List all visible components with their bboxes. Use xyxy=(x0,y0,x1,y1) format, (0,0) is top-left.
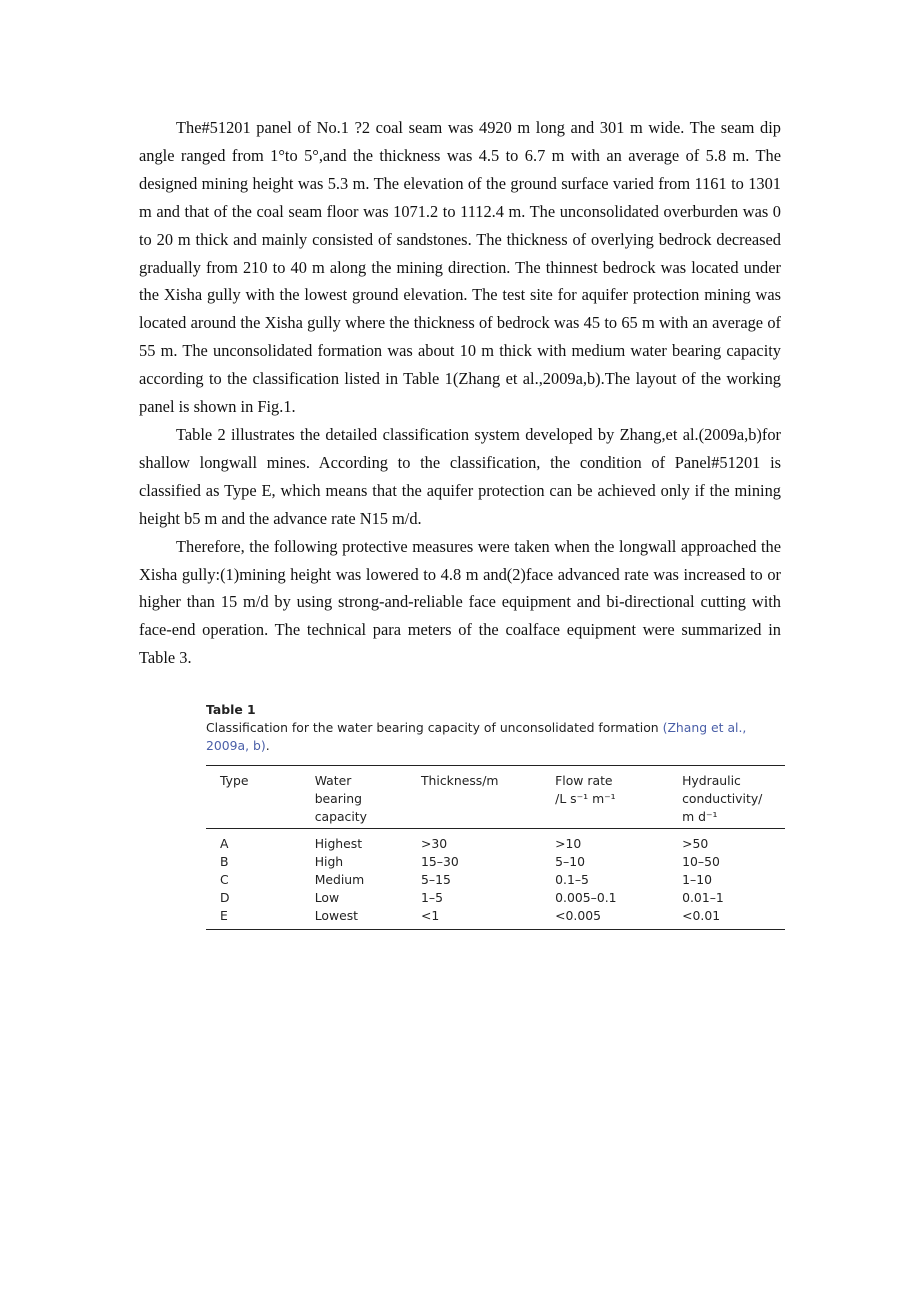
cell-capacity: Medium xyxy=(314,872,365,887)
cell-flow-rate: >10 xyxy=(555,836,582,851)
table-row xyxy=(206,853,785,871)
header-thickness: Thickness/m xyxy=(420,773,499,788)
cell-type: B xyxy=(220,854,229,869)
table-header-row xyxy=(206,766,785,829)
paragraph-1: The#51201 panel of No.1 ?2 coal seam was 4920 m long and 301 m wide. The seam dip angle ranged from 1°to 5°,and the thickness was 4.5 to 6.7 m with an average of 5.8 m. The designed mining height was 5.3 m. The elevation of the ground surface varied from 1161 to 1301 m and that of the coal seam floor was 1071.2 to 1112.4 m. The unconsolidated overburden was 0 to 20 m thick and mainly consisted of sandstones. The thickness of overlying bedrock decreased gradually from 210 to 40 m along the mining direction. The thinnest bedrock was located under the Xisha gully with the lowest ground elevation. The test site for aquifer protection mining was located around the Xisha gully where the thickness of bedrock was 45 to 65 m with an average of 55 m. The unconsolidated formation was about 10 m thick with medium water bearing capacity according to the classification listed in Table 1(Zhang et al.,2009a,b).The layout of the working panel is shown in Fig.1. xyxy=(139,118,781,417)
cell-thickness: <1 xyxy=(420,908,440,923)
cell-thickness: 1–5 xyxy=(420,890,443,905)
cell-capacity: Low xyxy=(314,890,340,905)
cell-conductivity: 0.01–1 xyxy=(682,890,724,905)
cell-conductivity: 10–50 xyxy=(682,854,720,869)
cell-type: C xyxy=(220,872,229,887)
cell-flow-rate: 0.005–0.1 xyxy=(555,890,617,905)
cell-flow-rate: <0.005 xyxy=(555,908,602,923)
table-caption xyxy=(206,719,785,755)
cell-type: A xyxy=(220,836,229,851)
cell-capacity: High xyxy=(314,854,344,869)
table-row xyxy=(206,907,785,930)
table-row xyxy=(206,889,785,907)
header-hydraulic-conductivity: Hydraulic conductivity/ m d⁻¹ xyxy=(682,773,763,824)
cell-conductivity: <0.01 xyxy=(682,908,721,923)
cell-capacity: Highest xyxy=(314,836,363,851)
cell-thickness: 5–15 xyxy=(420,872,451,887)
cell-type: D xyxy=(220,890,230,905)
cell-conductivity: 1–10 xyxy=(682,872,712,887)
cell-conductivity: >50 xyxy=(682,836,709,851)
citation-link[interactable]: (Zhang et al., 2009a, b) xyxy=(206,720,747,753)
header-flow-rate: Flow rate /L s⁻¹ m⁻¹ xyxy=(555,773,616,806)
table-caption-text: Classification for the water bearing capacity of unconsolidated formation xyxy=(206,720,659,735)
cell-capacity: Lowest xyxy=(314,908,359,923)
cell-flow-rate: 0.1–5 xyxy=(555,872,589,887)
cell-flow-rate: 5–10 xyxy=(555,854,586,869)
table-1-block xyxy=(206,701,785,930)
table-title: Table 1 xyxy=(206,702,256,717)
paragraph-2: Table 2 illustrates the detailed classification system developed by Zhang,et al.(2009a,b)for shallow longwall mines. According to the classification, the condition of Panel#51201 is classified as Type E, which means that the aquifer protection can be achieved only if the mining height b5 m and the advance rate N15 m/d. xyxy=(139,424,781,528)
cell-type: E xyxy=(220,908,228,923)
body-text xyxy=(139,114,781,672)
paragraph-3: Therefore, the following protective measures were taken when the longwall approached the Xisha gully:(1)mining height was lowered to 4.8 m and(2)face advanced rate was increased to or higher than 15 m/d by using strong-and-reliable face equipment and bi-directional cutting with face-end operation. The technical para meters of the coalface equipment were summarized in Table 3. xyxy=(139,536,781,668)
table-row xyxy=(206,871,785,889)
cell-thickness: >30 xyxy=(420,836,448,851)
classification-table xyxy=(206,765,785,930)
cell-thickness: 15–30 xyxy=(420,854,459,869)
header-water-bearing-capacity: Water bearing capacity xyxy=(314,773,367,824)
table-caption-end: . xyxy=(265,738,270,753)
table-row xyxy=(206,829,785,854)
header-type: Type xyxy=(220,773,249,788)
